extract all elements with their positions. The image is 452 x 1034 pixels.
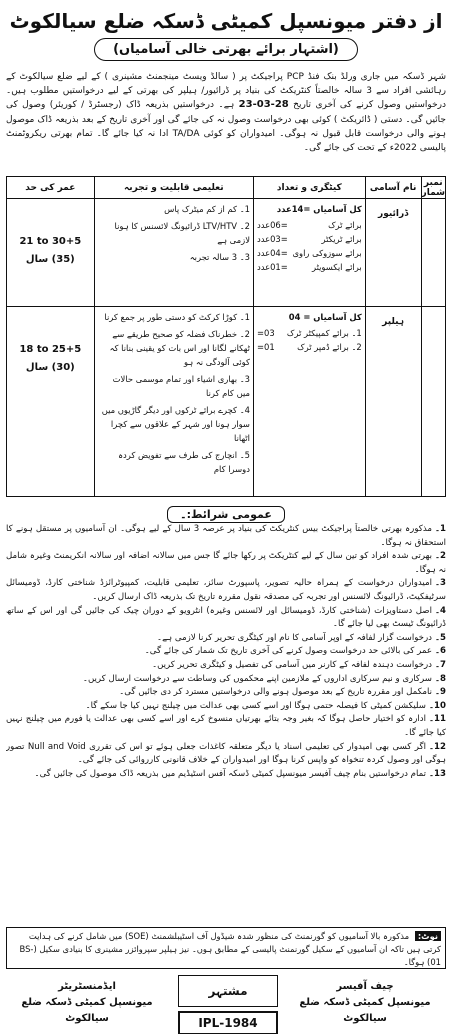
table-row <box>7 307 446 497</box>
age-years: (30) سال <box>25 362 75 373</box>
condition-item: 10۔سلیکشن کمیٹی کا فیصلہ حتمی ہوگا اور اسے کسی بھی عدالت میں چیلنج نہیں کیا جا سکے گا۔ <box>85 700 446 711</box>
header-serial: نمبر شمار <box>421 177 445 198</box>
post-name-driver: ڈرائیور <box>378 209 409 219</box>
condition-item: 2۔بھرتی شدہ افراد کو تین سال کے لیے کنٹریکٹ پر رکھا جائے گا جس میں سالانہ اضافہ اور سالانہ انکریمنٹ وغیرہ شامل نہ ہوگا۔ <box>6 551 446 575</box>
condition-item: 3۔امیدواران درخواست کے ہمراہ حالیہ تصویر، پاسپورٹ سائز، تعلیمی قابلیت، کمپیوٹرائزڈ شناختی کارڈ، ڈومیسائل سرٹیفکیٹ، ڈرائیونگ لائسنس اور تجربہ کی مصدقہ نقول مقررہ تاریخ تک بذریعہ ڈاک ارسال کریں۔ <box>6 578 446 602</box>
header-category: کیٹگری و تعداد <box>253 177 365 199</box>
post-name-helper: ہیلپر <box>382 317 405 327</box>
row-serial <box>421 199 445 307</box>
header-age-limit: عمر کی حد <box>7 177 95 199</box>
conditions-heading-wrapper <box>6 503 446 523</box>
conditions-heading: عمومی شرائط:۔ <box>167 506 285 523</box>
age-range: 21 to 30+5 <box>19 236 82 247</box>
helper-age-limit <box>7 307 94 377</box>
age-years: (35) سال <box>25 254 75 265</box>
category-line: برائے ٹرک =06عدد <box>256 220 362 230</box>
qualification-line: 2۔ LTV/HTV ڈرائیونگ لائسنس کا ہونا لازمی ہے <box>114 221 250 245</box>
condition-item: 13۔تمام درخواستیں بنام چیف آفیسر میونسپل کمیٹی ڈسکہ آفس اسٹیڈیم میں بذریعہ ڈاک موصول کی جائیں گی۔ <box>34 768 446 779</box>
ad-stamp-box <box>178 975 278 1034</box>
condition-item: 9۔نامکمل اور مقررہ تاریخ کے بعد موصول ہونے والی درخواستیں مسترد کر دی جائیں گی۔ <box>119 687 446 698</box>
helper-categories <box>254 307 365 357</box>
signature-title: ایڈمنسٹریٹر <box>58 981 116 992</box>
category-line: برائے ایکسویٹر =01عدد <box>256 262 362 272</box>
signature-office: میونسپل کمیٹی ڈسکہ ضلع سیالکوٹ <box>299 997 431 1024</box>
age-range: 18 to 25+5 <box>19 344 82 355</box>
driver-age-limit <box>7 199 94 269</box>
administrator-signature <box>12 979 162 1027</box>
ad-subtitle: (اشتہار برائے بھرتی خالی آسامیاں) <box>94 38 358 61</box>
deadline-date: 28-03-23 <box>238 99 289 111</box>
office-title: از دفتر میونسپل کمیٹی ڈسکہ ضلع سیالکوٹ <box>9 9 443 33</box>
driver-qualifications <box>95 199 253 270</box>
qualification-line: 1۔ کوڑا کرکٹ کو دستی طور پر جمع کرنا <box>104 312 250 322</box>
condition-item: 4۔اصل دستاویزات (شناختی کارڈ، ڈومیسائل اور لائسنس وغیرہ) انٹرویو کے دوران چیک کی جائیں گی اور اس کے ساتھ ڈرائیونگ ٹیسٹ بھی لیا جائے گا۔ <box>6 605 446 630</box>
signature-title: چیف آفیسر <box>336 981 394 992</box>
condition-item: 7۔درخواست دہندہ لفافہ کے کارنر میں آسامی کی تفصیل و کیٹگری تحریر کریں۔ <box>152 659 446 670</box>
condition-item: 1۔مذکورہ بھرتی خالصتاً پراجیکٹ بیس کنٹریکٹ کی بنیاد پر عرصہ 3 سال کے لیے ہوگی۔ ان آسامیوں پر مستقل ہونے کا استحقاق نہ ہوگا۔ <box>6 524 446 548</box>
driver-categories <box>254 199 365 277</box>
category-line: برائے سوزوکی راوی =04عدد <box>256 248 362 258</box>
header-qualification: تعلیمی قابلیت و تجربہ <box>94 177 253 199</box>
qualification-line: 3۔ بھاری اشیاء اور تمام موسمی حالات میں کام کرنا <box>112 374 250 398</box>
header-post-name: نام آسامی <box>365 177 421 199</box>
category-line: 2۔ برائے ڈمپر ٹرک 01= <box>256 342 362 352</box>
footer <box>6 975 446 1034</box>
intro-text-after-date: ہے۔ درخواستیں بذریعہ ڈاک (رجسٹرڈ / کوریئر) وصول کی جائیں گی۔ دستی ( ڈائریکٹ ) کوئی بھی درخواست وصول نہ کی جائے گی اور آخری تاریخ کے بعد بذریعہ ڈاک موصول ہونے والی درخواست قابل قبول نہ ہوگی۔ امیدواران کو کوئی TA/DA ادا نہ کیا جائے گا۔ تمام بھرتی ریکروٹمنٹ پالیسی 2022ء کے تحت کی جائے گی۔ <box>6 100 446 154</box>
condition-item: 5۔درخواست گزار لفافہ کے اوپر آسامی کا نام اور کیٹگری تحریر کرنا لازمی ہے۔ <box>157 632 446 643</box>
advertiser-stamp: مشتہر <box>178 975 278 1007</box>
note-box <box>6 927 446 969</box>
row-serial <box>421 307 445 497</box>
helper-total: کل آسامیاں = 04 <box>288 312 362 322</box>
driver-total: کل آسامیاں =14عدد <box>276 204 362 214</box>
table-row <box>7 199 446 307</box>
condition-item: 11۔ادارہ کو اختیار حاصل ہوگا کہ بغیر وجہ بتائے بھرتیاں منسوخ کرے اور اسے کسی بھی عدالت یا فورم میں چیلنج نہیں کیا جائے گا۔ <box>6 714 446 738</box>
qualification-line: 5۔ انچارج کی طرف سے تفویض کردہ دوسرا کام <box>118 450 250 474</box>
qualification-line: 1۔ کم از کم میٹرک پاس <box>164 204 250 214</box>
chief-officer-signature <box>290 979 440 1027</box>
ad-number: IPL-1984 <box>178 1011 278 1034</box>
intro-text-before-date: شہر ڈسکہ میں جاری ورلڈ بنک فنڈ PCP پراجیکٹ پر ( سالڈ ویسٹ مینجمنٹ مشینری ) کے لیے ضلع سیالکوٹ کے رہائشی افراد سے 3 سالہ خالصتاً کنٹریکٹ کی بنیاد پر ڈرائیور/ ہیلپر کی بھرتی کے لیے درخواستیں مطلوب ہیں۔ درخواستیں وصول کرنے کی آخری تاریخ <box>6 72 446 111</box>
note-text: مذکورہ بالا آسامیوں کو گورنمنٹ کی منظور شدہ شیڈول آف اسٹیبلشمنٹ (SOE) میں شامل کرنے کی ہدایت کرتی ہیں تاکہ ان آسامیوں کے سکیل گورنمنٹ پالیسی کے مطابق ہوں۔ نیز ہیلپر سپروائزر مشینری کا بنیادی سکیل (BS-01) ہوگا۔ <box>19 931 441 967</box>
posts-table <box>6 176 446 497</box>
intro-paragraph <box>6 70 446 172</box>
condition-item: 12۔اگر کسی بھی امیدوار کی تعلیمی اسناد یا دیگر متعلقہ کاغذات جعلی ہوئے تو اس کی تقرری Null and Void تصور ہوگی اور وصول کردہ تنخواہ کو واپس کرنا ہوگا اور امیدواران کے خلاف قانونی کارروائی کی جائے گی۔ <box>6 741 446 766</box>
category-line: برائے ٹریکٹر =03عدد <box>256 234 362 244</box>
qualification-line: 3۔ 3 سالہ تجربہ <box>189 252 250 262</box>
helper-duties <box>95 307 253 482</box>
category-line: 1۔ برائے کمپیکٹر ٹرک 03= <box>256 328 362 338</box>
table-header-row <box>7 177 446 199</box>
signature-office: میونسپل کمیٹی ڈسکہ ضلع سیالکوٹ <box>21 997 153 1024</box>
general-conditions <box>6 523 446 925</box>
qualification-line: 2۔ خطرناک فضلہ کو صحیح طریقے سے ٹھکانے لگانا اور اس بات کو یقینی بنانا کہ کوئی آلودگی نہ ہو <box>109 329 250 367</box>
condition-item: 8۔سرکاری و نیم سرکاری اداروں کے ملازمین اپنے محکموں کی وساطت سے درخواست ارسال کریں۔ <box>82 673 446 684</box>
note-label: نوٹ: <box>415 931 441 941</box>
condition-item: 6۔عمر کی بالائی حد درخواست وصول کرنے کی آخری تاریخ تک شمار کی جائے گی۔ <box>144 646 446 657</box>
subtitle-wrapper <box>6 38 446 66</box>
qualification-line: 4۔ کچرے برائے ٹرکوں اور دیگر گاڑیوں میں سوار ہونا اور شہر کے علاقوں سے کچرا اٹھانا <box>101 405 250 443</box>
